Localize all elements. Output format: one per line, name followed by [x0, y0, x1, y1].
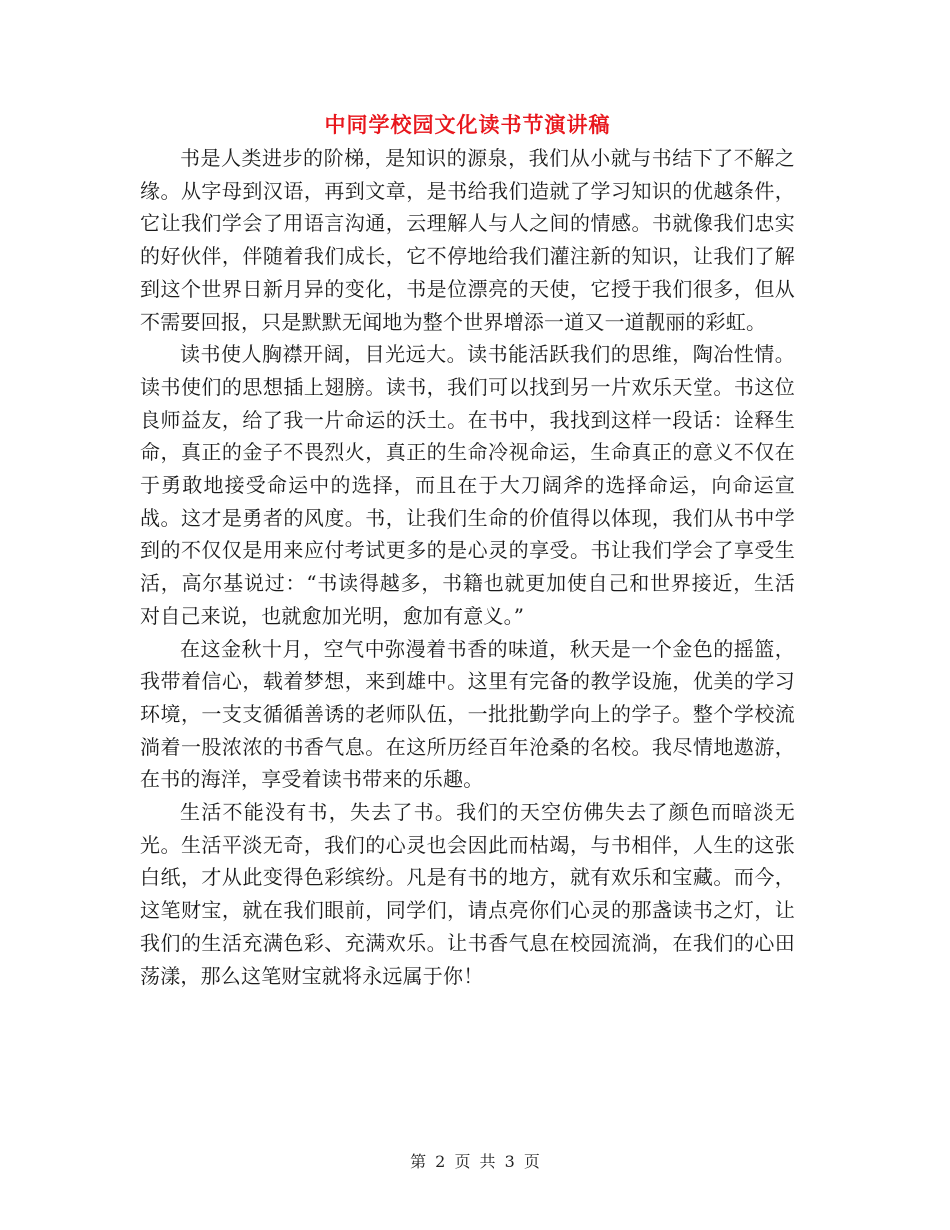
- paragraph: 在这金秋十月，空气中弥漫着书香的味道，秋天是一个金色的摇篮，我带着信心，载着梦想，来到雄中。这里有完备的教学设施，优美的学习环境，一支支循循善诱的老师队伍，一批批勤学向上的学子。整个学校流淌着一股浓浓的书香气息。在这所历经百年沧桑的名校。我尽情地遨游，在书的海洋，享受着读书带来的乐趣。: [140, 636, 795, 792]
- paragraph: 生活不能没有书，失去了书。我们的天空仿佛失去了颜色而暗淡无光。生活平淡无奇，我们的心灵也会因此而枯竭，与书相伴，人生的这张白纸，才从此变得色彩缤纷。凡是有书的地方，就有欢乐和宝藏。而今，这笔财宝，就在我们眼前，同学们，请点亮你们心灵的那盏读书之灯，让我们的生活充满色彩、充满欢乐。让书香气息在校园流淌，在我们的心田荡漾，那么这笔财宝就将永远属于你！: [140, 800, 795, 988]
- paragraph: 读书使人胸襟开阔，目光远大。读书能活跃我们的思维，陶冶性情。读书使们的思想插上翅膀。读书，我们可以找到另一片欢乐天堂。书这位良师益友，给了我一片命运的沃土。在书中，我找到这样一段话：诠释生命，真正的金子不畏烈火，真正的生命冷视命运，生命真正的意义不仅在于勇敢地接受命运中的选择，而且在于大刀阔斧的选择命运，向命运宣战。这才是勇者的风度。书，让我们生命的价值得以体现，我们从书中学到的不仅仅是用来应付考试更多的是心灵的享受。书让我们学会了享受生活，高尔基说过：“书读得越多，书籍也就更加使自己和世界接近，生活对自己来说，也就愈加光明，愈加有意义。”: [140, 342, 795, 628]
- page-number-footer: 第 2 页 共 3 页: [410, 1152, 540, 1171]
- page-title: 中同学校园文化读书节演讲稿: [324, 113, 611, 137]
- document-body: [140, 142, 795, 992]
- paragraph: 书是人类进步的阶梯，是知识的源泉，我们从小就与书结下了不解之缘。从字母到汉语，再到文章，是书给我们造就了学习知识的优越条件，它让我们学会了用语言沟通，云理解人与人之间的情感。书就像我们忠实的好伙伴，伴随着我们成长，它不停地给我们灌注新的知识，让我们了解到这个世界日新月异的变化，书是位漂亮的天使，它授于我们很多，但从不需要回报，只是默默无闻地为整个世界增添一道又一道靓丽的彩虹。: [140, 146, 795, 334]
